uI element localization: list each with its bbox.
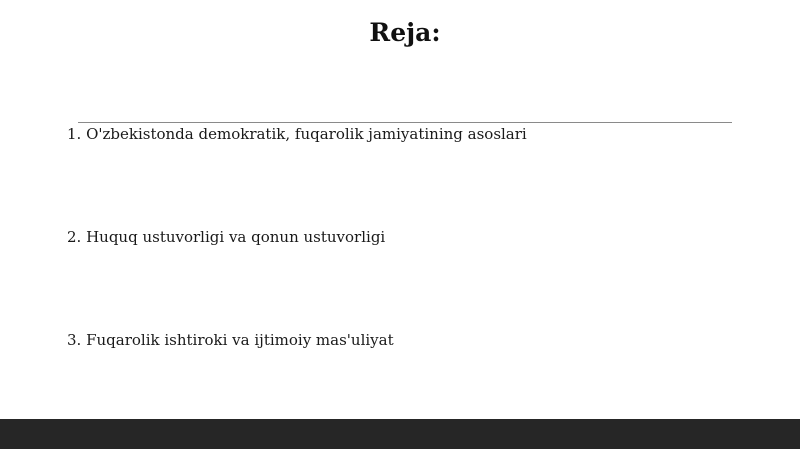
plan-item-1: 1. O'zbekistonda demokratik, fuqarolik jamiyatining asoslari — [67, 125, 527, 143]
bottom-bar — [0, 419, 800, 449]
plan-item-3: 3. Fuqarolik ishtiroki va ijtimoiy mas'uliyat — [67, 331, 394, 349]
slide-title: Reja: — [369, 18, 441, 47]
divider-line — [78, 122, 732, 123]
plan-item-2: 2. Huquq ustuvorligi va qonun ustuvorligi — [67, 228, 386, 246]
